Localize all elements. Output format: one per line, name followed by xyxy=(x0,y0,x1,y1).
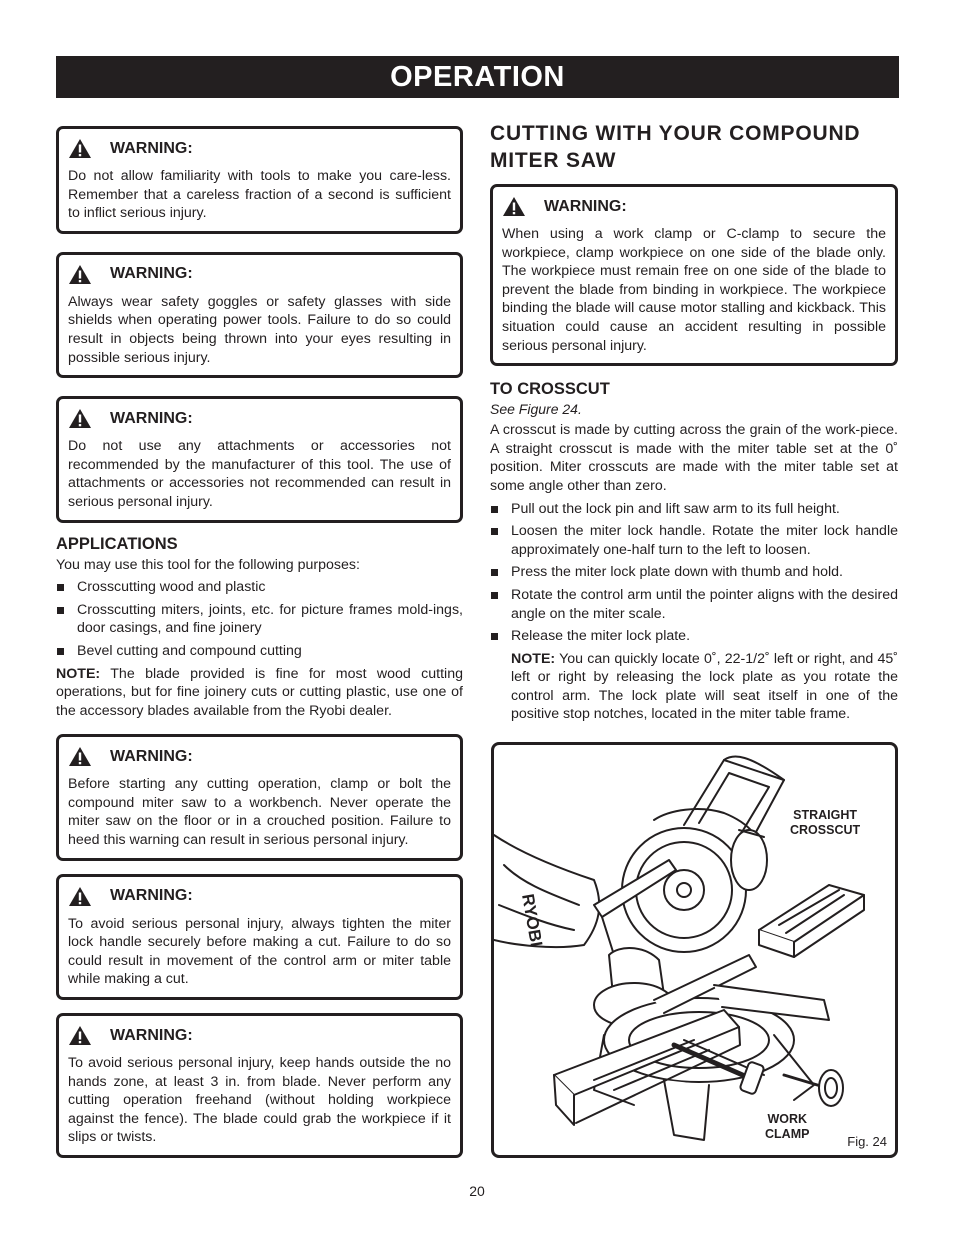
warning-box-work-clamp xyxy=(490,184,898,366)
warning-title: WARNING: xyxy=(110,887,193,905)
warning-header xyxy=(68,264,451,285)
note-label: NOTE: xyxy=(56,665,101,682)
warning-triangle-icon xyxy=(68,886,92,907)
warning-title: WARNING: xyxy=(110,747,193,765)
crosscut-intro: A crosscut is made by cutting across the grain of the work-piece. A straight crosscut is made with the miter table set at the 0˚ position. Miter crosscuts are made with the miter table set at some angle other than zero. xyxy=(490,422,898,494)
warning-header xyxy=(68,138,451,159)
warning-text: Do not use any attachments or accessories not recommended by the manufacturer of this tool. The use of attachments or accessories not recommended can result in serious personal injury. xyxy=(68,438,451,510)
applications-heading: APPLICATIONS xyxy=(56,534,178,553)
warning-triangle-icon xyxy=(502,196,526,217)
applications-list xyxy=(56,578,463,660)
figure-24 xyxy=(491,742,898,1158)
warning-title: WARNING: xyxy=(544,197,627,215)
warning-box-attachments xyxy=(56,396,463,522)
brand-logo: RYOBI xyxy=(518,892,547,949)
list-item: Bevel cutting and compound cutting xyxy=(56,642,463,661)
warning-text: Before starting any cutting operation, clamp or bolt the compound miter saw to a workbench. Never operate the miter saw on the floor or in a crouched position. Failure to heed this warning can result in serious personal injury. xyxy=(68,776,451,849)
warning-text: To avoid serious personal injury, always tighten the miter lock handle securely before making a cut. Failure to do so could result in movement of the control arm or miter table while making a cut. xyxy=(68,915,451,988)
warning-box-clamp-saw xyxy=(56,734,463,860)
figure-caption: Fig. 24 xyxy=(847,1134,887,1149)
page-number: 20 xyxy=(469,1183,485,1199)
warning-header xyxy=(68,1025,451,1046)
label-line: WORK xyxy=(767,1112,808,1126)
note-text: You can quickly locate 0˚, 22-1/2˚ left or right, and 45˚ left or right by releasing the lock plate as you rotate the control arm. The lock plate will seat itself in one of the positive stop notches, located in the miter table frame. xyxy=(511,650,898,723)
applications-intro: You may use this tool for the following purposes: xyxy=(56,556,360,573)
warning-text: Do not allow familiarity with tools to make you care-less. Remember that a careless fraction of a second is sufficient to inflict serious injury. xyxy=(68,168,451,222)
left-column xyxy=(56,126,463,1158)
label-work-clamp xyxy=(765,1112,809,1142)
see-figure-reference: See Figure 24. xyxy=(490,401,582,418)
warning-triangle-icon xyxy=(68,138,92,159)
warning-triangle-icon xyxy=(68,746,92,767)
warning-header xyxy=(68,886,451,907)
warning-title: WARNING: xyxy=(110,265,193,283)
list-item: Pull out the lock pin and lift saw arm to its full height. xyxy=(490,500,898,519)
warning-triangle-icon xyxy=(68,1025,92,1046)
label-line: CROSSCUT xyxy=(790,823,861,837)
warning-title: WARNING: xyxy=(110,409,193,427)
warning-title: WARNING: xyxy=(110,139,193,157)
warning-text: When using a work clamp or C-clamp to secure the workpiece, clamp workpiece on one side of the blade only. The workpiece must remain free on one side of the blade to prevent the blade from binding in workpiece. The workpiece binding the blade will cause motor stalling and kickback. This situation could cause an accident resulting in possible serious personal injury. xyxy=(502,226,886,354)
applications-note xyxy=(56,665,463,721)
list-item: Crosscutting wood and plastic xyxy=(56,578,463,597)
warning-triangle-icon xyxy=(68,264,92,285)
crosscut-note xyxy=(490,650,898,724)
warning-triangle-icon xyxy=(68,408,92,429)
note-label: NOTE: xyxy=(511,650,556,667)
cutting-heading: CUTTING WITH YOUR COMPOUND MITER SAW xyxy=(490,122,861,172)
warning-title: WARNING: xyxy=(110,1026,193,1044)
warning-header xyxy=(68,408,451,429)
list-item: Crosscutting miters, joints, etc. for picture frames mold-ings, door casings, and fine joinery xyxy=(56,601,463,638)
label-line: CLAMP xyxy=(765,1127,810,1141)
section-banner: OPERATION xyxy=(56,56,899,98)
crosscut-heading: TO CROSSCUT xyxy=(490,380,610,399)
warning-box-no-hands-zone xyxy=(56,1013,463,1158)
warning-box-miter-lock xyxy=(56,874,463,1000)
warning-text: To avoid serious personal injury, keep hands outside the no hands zone, at least 3 in. from blade. Never perform any cutting operation freehand (without holding workpiece against the fence). The blade could grab the workpiece if it slips or twists. xyxy=(68,1055,451,1146)
list-item: Loosen the miter lock handle. Rotate the miter lock handle approximately one-half turn to the left to loosen. xyxy=(490,522,898,559)
right-column xyxy=(490,120,898,724)
warning-header xyxy=(68,746,451,767)
list-item: Rotate the control arm until the pointer aligns with the desired angle on the miter scale. xyxy=(490,586,898,623)
label-straight-crosscut xyxy=(790,808,860,838)
list-item: Press the miter lock plate down with thumb and hold. xyxy=(490,563,898,582)
warning-box-safety-goggles xyxy=(56,252,463,378)
crosscut-steps xyxy=(490,500,898,646)
warning-text: Always wear safety goggles or safety glasses with side shields when operating power tools. Failure to do so could result in objects being thrown into your eyes resulting in possible serious injury. xyxy=(68,293,451,366)
miter-saw-illustration xyxy=(494,745,895,1155)
warning-header xyxy=(502,196,886,217)
list-item: Release the miter lock plate. xyxy=(490,627,898,646)
label-line: STRAIGHT xyxy=(793,808,858,822)
warning-box-familiarity xyxy=(56,126,463,234)
note-text: The blade provided is fine for most wood cutting operations, but for fine joinery cuts or cutting plastic, use one of the accessory blades available from the Ryobi dealer. xyxy=(56,665,463,719)
